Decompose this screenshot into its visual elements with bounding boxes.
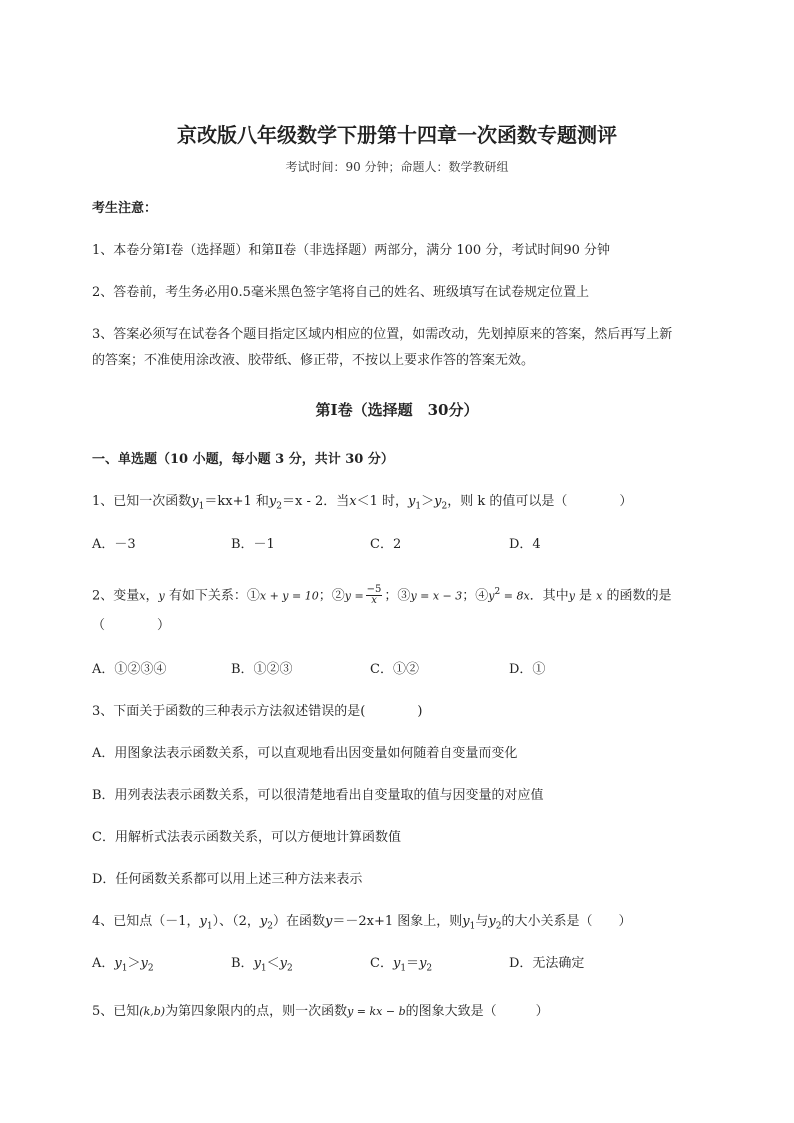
q2-r4: ；④	[462, 588, 489, 604]
q4-p2: ）、（2，	[212, 914, 260, 929]
q2-line-2: （ ）	[92, 618, 171, 633]
q4-s2-a: 2	[267, 921, 274, 932]
q1-gt-sub1: 1	[415, 501, 422, 512]
question-5-stem	[92, 1003, 549, 1021]
q5-p3: 的图象大致是（ ）	[405, 1004, 549, 1019]
q4-p3: ）在函数	[273, 914, 326, 929]
q4-p1: 4、已知点（－1，	[92, 914, 200, 929]
notice-item-1: 1、本卷分第Ⅰ卷（选择题）和第Ⅱ卷（非选择题）两部分，满分 100 分，考试时间90 分钟	[92, 243, 610, 258]
q2-rel4: y	[488, 589, 495, 603]
q1-option-c[interactable]: C．2	[370, 537, 402, 552]
q1-gt: ＞	[421, 494, 435, 509]
question-3-stem: 3、下面关于函数的三种表示方法叙述错误的是( )	[92, 704, 423, 719]
q1-eq2: ＝x - 2．当	[281, 494, 350, 509]
q2-option-d[interactable]: D．①	[509, 662, 546, 677]
q2-sep: ，	[145, 588, 159, 604]
q4-s1-b: 1	[469, 921, 476, 932]
q4-opt-a-s2: 2	[147, 963, 154, 974]
q1-gt-y2: y	[434, 494, 442, 509]
q4-opt-c-s2: 2	[426, 963, 433, 974]
q4-opt-c-y1: y	[392, 956, 401, 971]
q4-opt-a-y2: y	[140, 956, 148, 971]
q1-y1: y	[191, 494, 199, 509]
q1-sub2: 2	[276, 501, 282, 512]
q2-option-c[interactable]: C．①②	[370, 662, 419, 677]
notice-item-2: 2、答卷前，考生务必用0.5毫米黑色签字笔将自己的姓名、班级填写在试卷规定位置上	[92, 285, 589, 300]
q2-option-a[interactable]: A．①②③④	[92, 662, 167, 677]
q1-eq1: ＝kx+1 和	[204, 494, 269, 509]
q3-option-b[interactable]: B．用列表法表示函数关系，可以很清楚地看出自变量取的值与因变量的对应值	[92, 788, 544, 803]
q2-r3: ；③	[384, 588, 411, 604]
q5-fn: y = kx − b	[347, 1005, 406, 1018]
q2-rel2-lhs: y =	[344, 589, 364, 603]
q4-y-a: y	[199, 914, 207, 929]
q4-opt-b-y1: y	[253, 956, 261, 971]
q1-gt-sub2: 2	[441, 501, 448, 512]
section-title: 第Ⅰ卷（选择题 30分）	[315, 401, 479, 419]
q1-y2: y	[268, 494, 277, 509]
q2-var-x: x	[139, 589, 146, 603]
q2-tail-x: x	[596, 589, 603, 603]
q2-tail3: 的函数的是	[602, 588, 672, 604]
q4-p6: 的大小关系是（ ）	[501, 914, 632, 929]
q2-option-b[interactable]: B．①②③	[231, 662, 293, 677]
q1-cond1: ＜1 时，	[356, 494, 408, 509]
q2-tail1: ．其中	[529, 588, 569, 604]
q4-opt-b-y2: y	[279, 956, 288, 971]
q4-opt-b-s1: 1	[260, 963, 267, 974]
q2-frac-num: −5	[366, 584, 382, 596]
q2-rel4-rhs: = 8x	[500, 589, 530, 603]
q4-opt-b-s2: 2	[287, 963, 293, 974]
q4-opt-c-s1: 1	[400, 963, 407, 974]
q4-opt-c-pre: C．	[370, 956, 393, 971]
q2-rel1: x + y = 10	[259, 589, 319, 603]
q4-option-d[interactable]: D．无法确定	[509, 956, 585, 971]
notice-item-3-line-2: 的答案；不准使用涂改液、胶带纸、修正带，不按以上要求作答的答案无效。	[92, 353, 535, 368]
q4-y-b: y	[259, 914, 268, 929]
q1-suffix: ，则 k 的值可以是（ ）	[447, 494, 633, 509]
q1-prefix: 1、已知一次函数	[92, 494, 192, 509]
q3-option-a[interactable]: A．用图象法表示函数关系，可以直观地看出因变量如何随着自变量而变化	[92, 746, 518, 761]
question-4-stem	[92, 913, 632, 936]
q5-p2: 为第四象限内的点，则一次函数	[165, 1004, 348, 1019]
notice-heading: 考生注意：	[92, 201, 158, 216]
q4-opt-c-y2: y	[419, 956, 427, 971]
q1-cond-x: x	[349, 494, 357, 509]
q4-opt-a-mid: ＞	[127, 956, 141, 971]
q4-y-d: y	[488, 914, 496, 929]
page-subtitle: 考试时间：90 分钟；命题人：数学教研组	[285, 160, 509, 174]
q4-opt-a-s1: 1	[121, 963, 128, 974]
q4-option-c[interactable]	[370, 955, 432, 978]
q3-option-c[interactable]: C．用解析式法表示函数关系，可以方便地计算函数值	[92, 830, 401, 845]
q4-fn: y	[325, 914, 333, 929]
q5-point: (k,b)	[139, 1005, 166, 1018]
q4-p5: 与	[475, 914, 489, 929]
q2-prefix: 2、变量	[92, 588, 140, 604]
q2-frac-den: x	[371, 595, 377, 607]
q4-opt-b-pre: B．	[231, 956, 254, 971]
page-title: 京改版八年级数学下册第十四章一次函数专题测评	[177, 123, 617, 147]
q3-option-d[interactable]: D．任何函数关系都可以用上述三种方法来表示	[92, 872, 363, 887]
q4-opt-c-mid: ＝	[406, 956, 420, 971]
q1-option-a[interactable]: A．－3	[92, 537, 136, 552]
q2-fraction	[366, 585, 383, 606]
q4-opt-a-pre: A．	[92, 956, 115, 971]
q4-option-b[interactable]	[231, 955, 293, 978]
question-2-stem	[92, 583, 672, 606]
q2-r2: ；②	[318, 588, 345, 604]
q2-rel4-sup: 2	[494, 587, 501, 597]
q2-mid: 有如下关系：①	[164, 588, 260, 604]
q4-opt-a-y1: y	[114, 956, 122, 971]
question-1-stem	[92, 493, 632, 516]
q4-opt-b-mid: ＜	[266, 956, 280, 971]
q2-var-y: y	[158, 589, 165, 603]
q4-option-a[interactable]	[92, 955, 154, 978]
q1-option-d[interactable]: D．4	[509, 537, 541, 552]
q2-rel3: y = x − 3	[410, 589, 463, 603]
part-heading: 一、单选题（10 小题，每小题 3 分，共计 30 分）	[92, 452, 394, 467]
q4-y-c: y	[462, 914, 470, 929]
q1-sub1: 1	[198, 501, 205, 512]
q4-p4: ＝－2x+1 图象上，则	[332, 914, 463, 929]
notice-item-3-line-1: 3、答案必须写在试卷各个题目指定区域内相应的位置，如需改动，先划掉原来的答案，然后再写上新	[92, 327, 673, 342]
q2-tail-y: y	[568, 589, 575, 603]
q1-option-b[interactable]: B．－1	[231, 537, 275, 552]
q1-gt-y1: y	[408, 494, 416, 509]
q5-p1: 5、已知	[92, 1004, 140, 1019]
q2-tail2: 是	[574, 588, 597, 604]
q4-s1-a: 1	[206, 921, 213, 932]
q4-s2-b: 2	[495, 921, 502, 932]
